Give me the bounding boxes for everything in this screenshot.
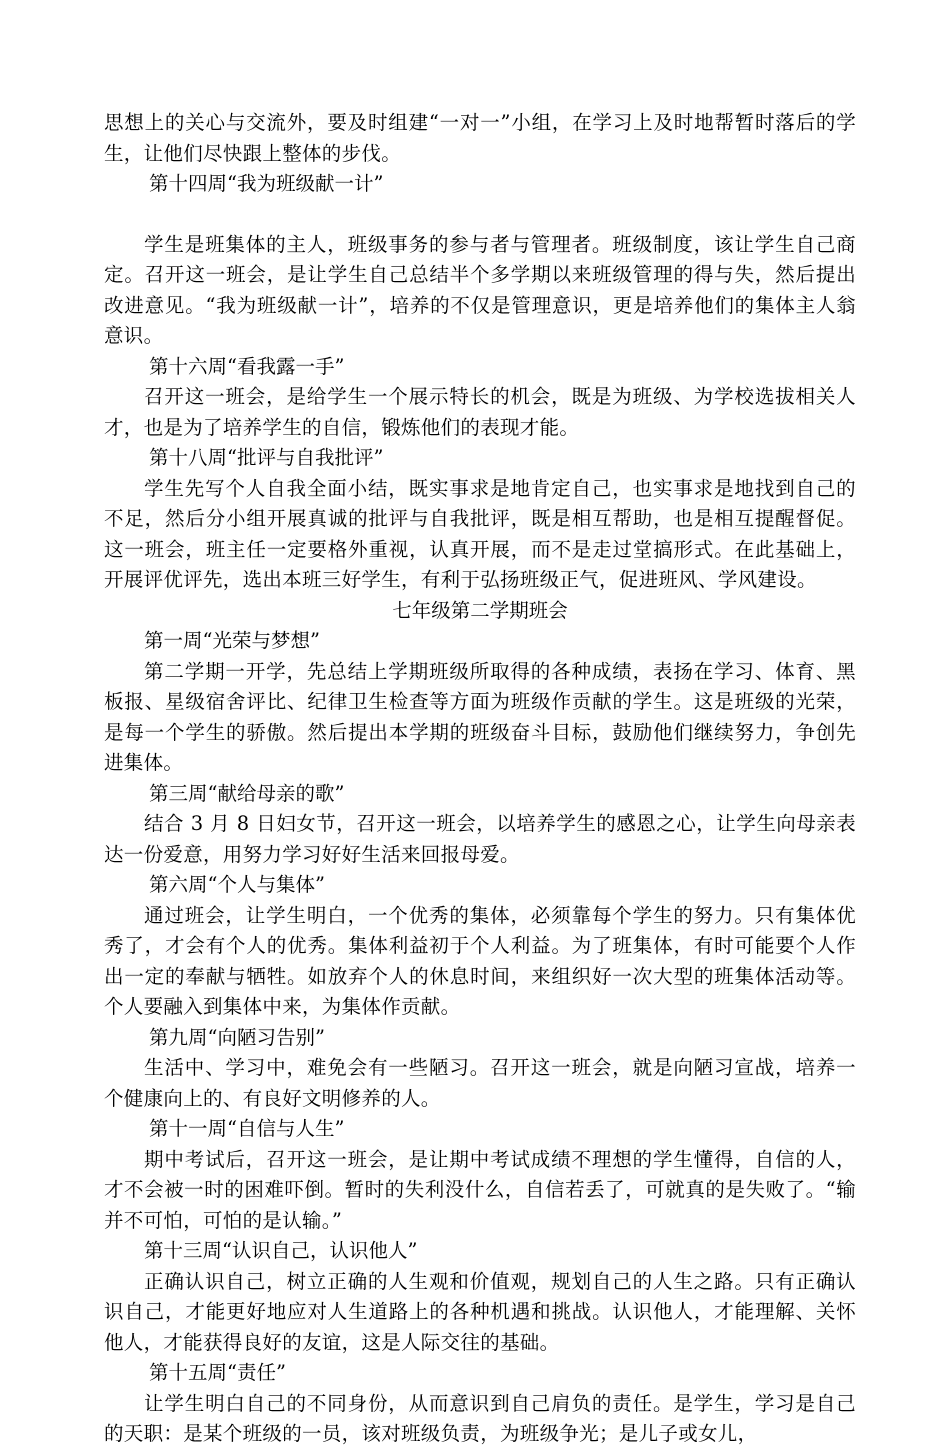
section-title: 七年级第二学期班会: [392, 598, 568, 622]
paragraph-week-9: 生活中、学习中，难免会有一些陋习。召开这一班会，就是向陋习宣战，培养一个健康向上的、有良好文明修养的人。: [104, 1056, 856, 1110]
paragraph-week-3: 结合 3 月 8 日妇女节，召开这一班会，以培养学生的感恩之心，让学生向母亲表达一份爱意，用努力学习好好生活来回报母爱。: [104, 812, 856, 866]
heading-week-14: 第十四周“我为班级献一计”: [149, 172, 384, 195]
document-page: [104, 108, 856, 1450]
paragraph-week-14: 学生是班集体的主人，班级事务的参与者与管理者。班级制度，该让学生自己商定。召开这一班会，是让学生自己总结半个多学期以来班级管理的得与失，然后提出改进意见。“我为班级献一计”，培养的不仅是管理意识，更是培养他们的集体主人翁意识。: [104, 232, 856, 347]
heading-week-13: 第十三周“认识自己，认识他人”: [144, 1239, 418, 1262]
paragraph-week-13: 正确认识自己，树立正确的人生观和价值观，规划自己的人生之路。只有正确认识自己，才能更好地应对人生道路上的各种机遇和挑战。认识他人，才能理解、关怀他人，才能获得良好的友谊，这是人际交往的基础。: [104, 1269, 856, 1354]
paragraph-week-11: 期中考试后，召开这一班会，是让期中考试成绩不理想的学生懂得，自信的人，才不会被一时的困难吓倒。暂时的失利没什么，自信若丢了，可就真的是失败了。“输并不可怕，可怕的是认输。”: [104, 1147, 856, 1232]
heading-week-11: 第十一周“自信与人生”: [149, 1117, 345, 1140]
paragraph-week-16: 召开这一班会，是给学生一个展示特长的机会，既是为班级、为学校选拔相关人才，也是为了培养学生的自信，锻炼他们的表现才能。: [104, 385, 856, 439]
heading-week-18: 第十八周“批评与自我批评”: [149, 446, 384, 469]
paragraph-week-6: 通过班会，让学生明白，一个优秀的集体，必须靠每个学生的努力。只有集体优秀了，才会有个人的优秀。集体利益初于个人利益。为了班集体，有时可能要个人作出一定的奉献与牺牲。如放弃个人的休息时间，来组织好一次大型的班集体活动等。个人要融入到集体中来，为集体作贡献。: [104, 903, 856, 1018]
paragraph-continued: 思想上的关心与交流外，要及时组建“一对一”小组，在学习上及时地帮暂时落后的学生，让他们尽快跟上整体的步伐。: [104, 111, 856, 165]
heading-week-3: 第三周“献给母亲的歌”: [149, 781, 345, 805]
blank-line: [104, 200, 856, 230]
paragraph-week-18: 学生先写个人自我全面小结，既实事求是地肯定自己，也实事求是地找到自己的不足，然后分小组开展真诚的批评与自我批评，既是相互帮助，也是相互提醒督促。这一班会，班主任一定要格外重视，认真开展，而不是走过堂搞形式。在此基础上，开展评优评先，选出本班三好学生，有利于弘扬班级正气，促进班风、学风建设。: [104, 476, 856, 591]
paragraph-week-1: 第二学期一开学，先总结上学期班级所取得的各种成绩，表扬在学习、体育、黑板报、星级宿舍评比、纪律卫生检查等方面为班级作贡献的学生。这是班级的光荣，是每一个学生的骄傲。然后提出本学期的班级奋斗目标，鼓励他们继续努力，争创先进集体。: [104, 659, 856, 774]
heading-week-1: 第一周“光荣与梦想”: [144, 629, 320, 652]
heading-week-9: 第九周“向陋习告别”: [149, 1025, 325, 1049]
heading-week-6: 第六周“个人与集体”: [149, 873, 325, 896]
paragraph-week-15: 让学生明白自己的不同身份，从而意识到自己肩负的责任。是学生，学习是自己的天职：是某个班级的一员，该对班级负责，为班级争光；是儿子或女儿，: [104, 1391, 856, 1445]
heading-week-16: 第十六周“看我露一手”: [149, 354, 345, 378]
heading-week-15: 第十五周“责任”: [149, 1361, 286, 1384]
